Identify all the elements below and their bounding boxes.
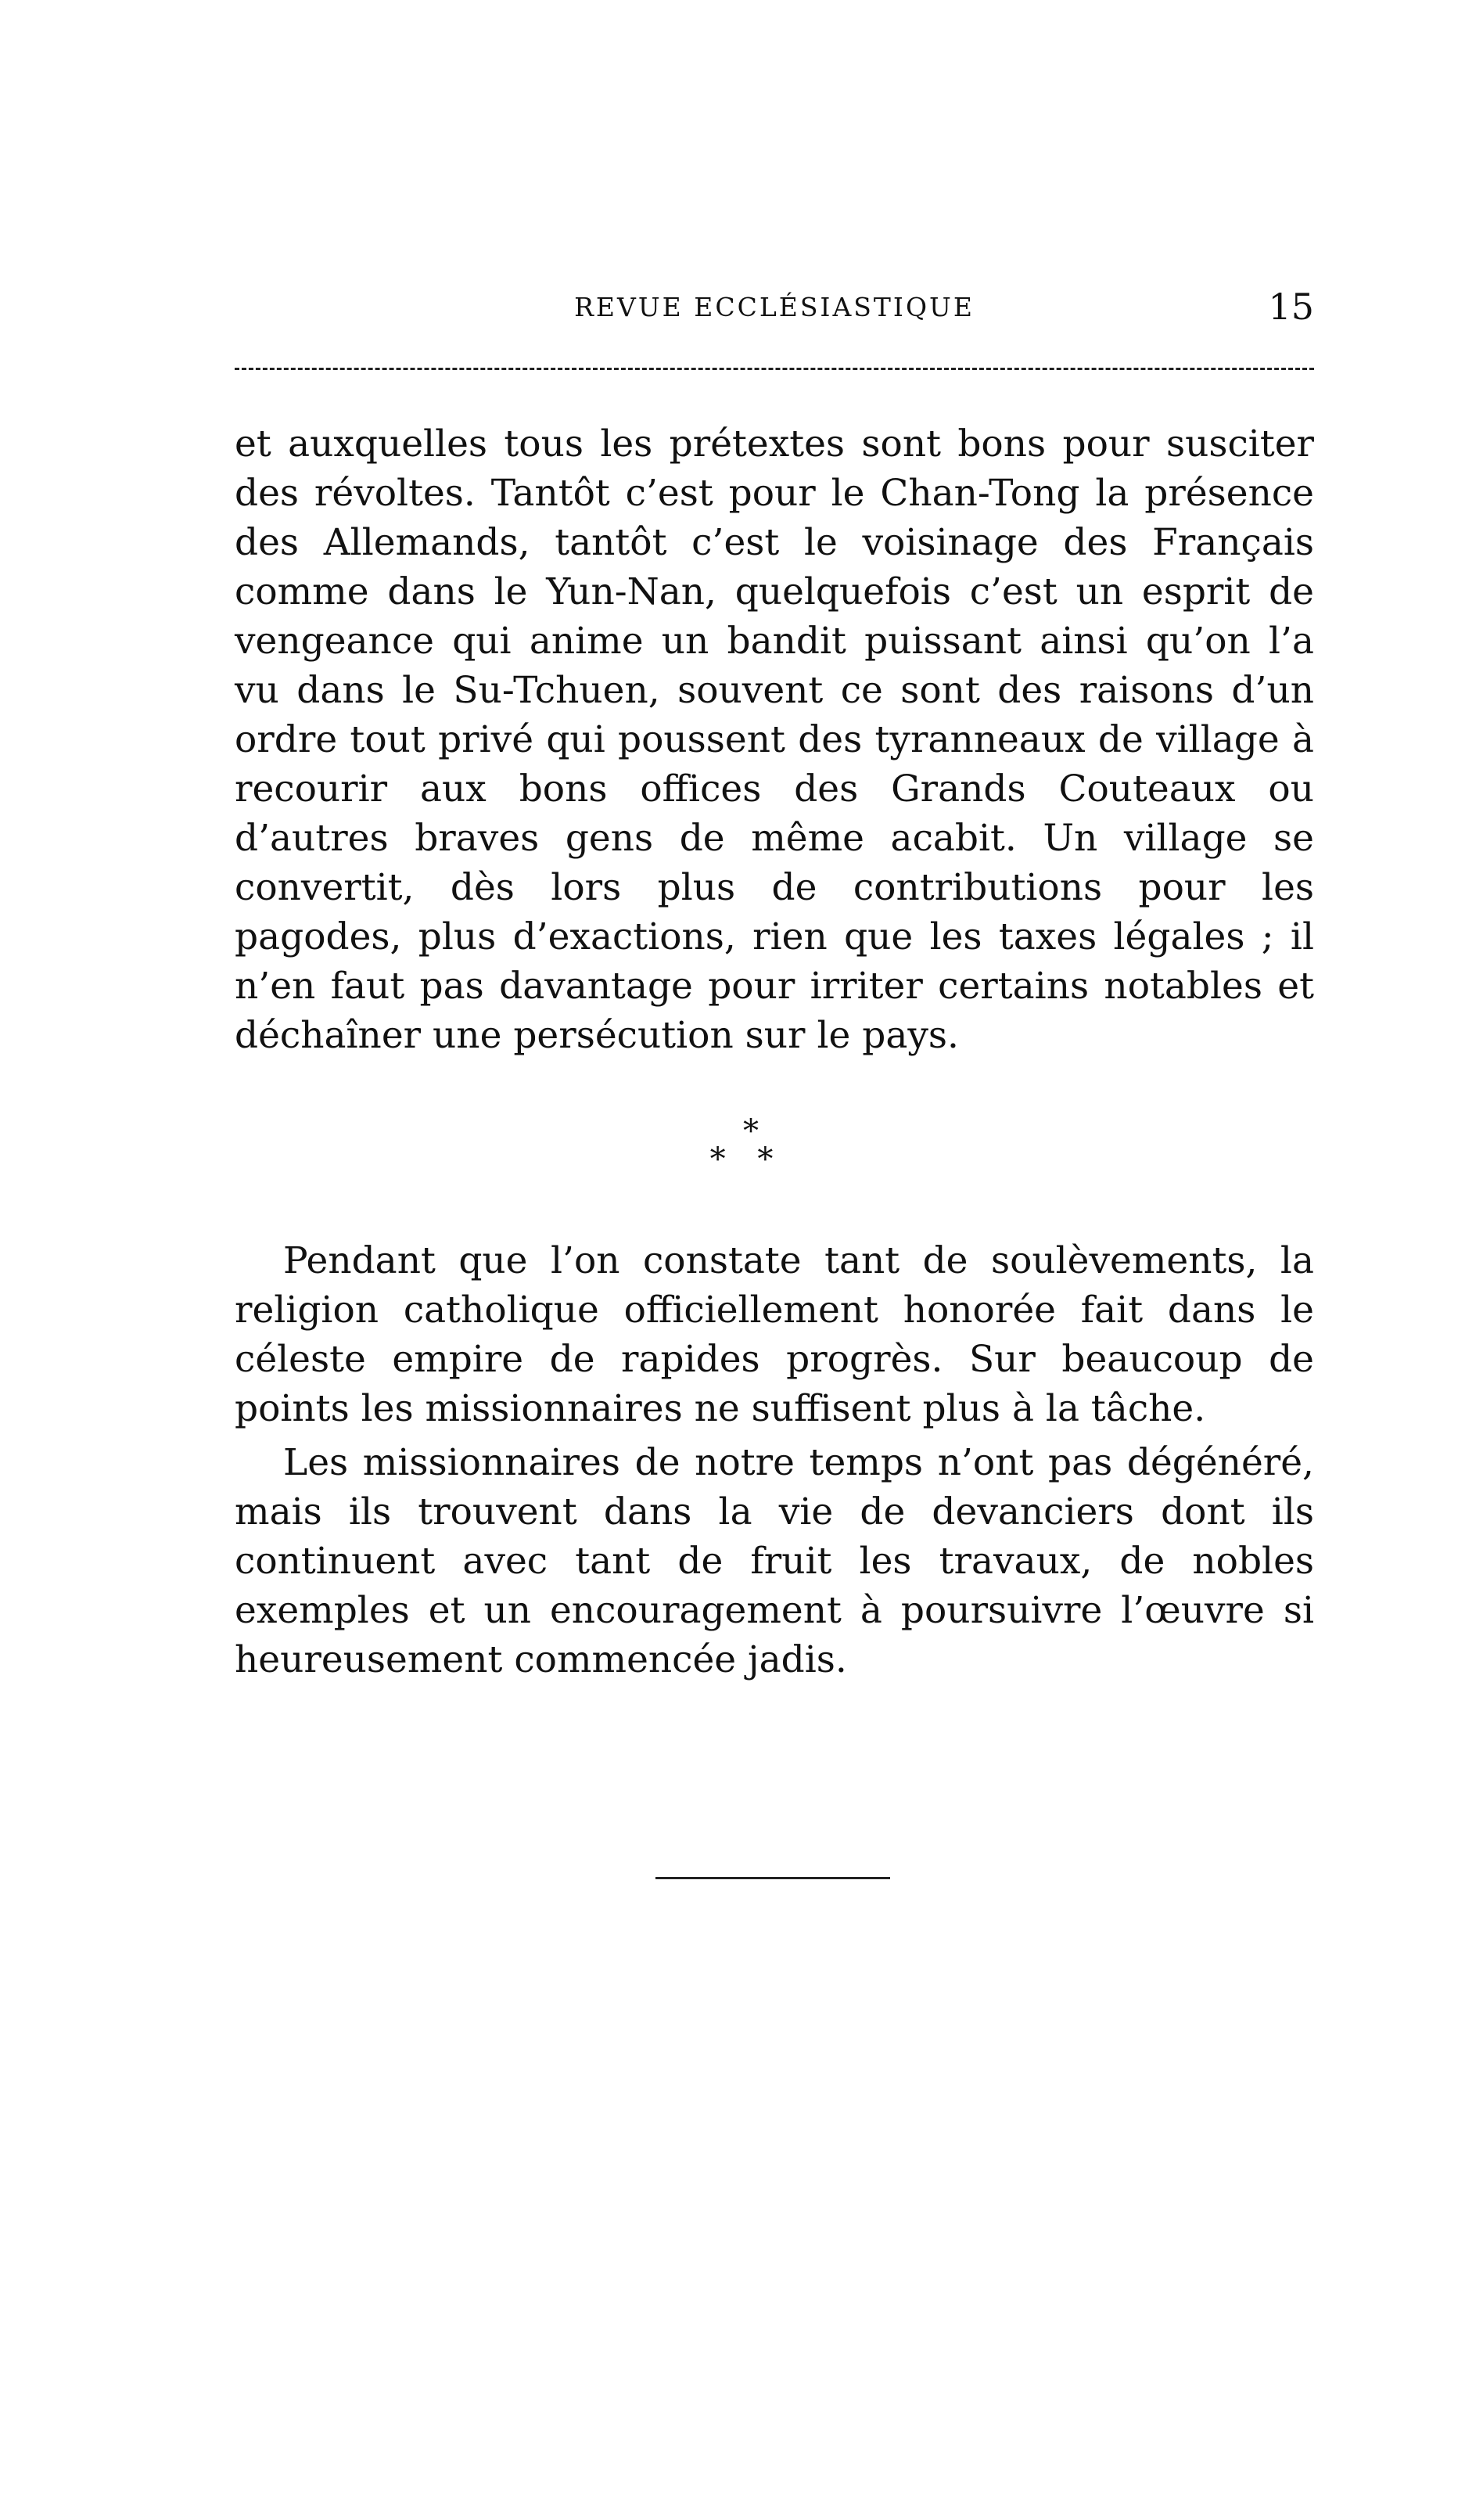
paragraph-text: Les missionnaires de notre temps n’ont pas dégénéré, mais ils trouvent dans la vie de devanciers dont ils continuent avec tant de fruit les travaux, de nobles exemples et un encouragement à poursuivre l’œuvre si heureusement commencée jadis.: [235, 1441, 1314, 1681]
asterism-bottom: * *: [709, 1141, 785, 1177]
paragraph-progress: [235, 1236, 1314, 1433]
paragraph-text: Pendant que l’on constate tant de soulèvements, la religion catholique officiellement honorée fait dans le céleste empire de rapides progrès. Sur beaucoup de points les missionnaires ne suffisent plus à la tâche.: [235, 1239, 1314, 1430]
page-number: 15: [1268, 286, 1314, 328]
paragraph-missionaries: [235, 1438, 1314, 1684]
asterism-top: *: [743, 1113, 759, 1149]
paragraph-continuation: [235, 419, 1314, 1060]
header-rule: [235, 368, 1314, 370]
running-title: REVUE ECCLÉSIASTIQUE: [574, 292, 975, 322]
asterism-separator: [0, 1113, 1483, 1177]
end-rule: [655, 1877, 890, 1879]
paragraph-text: et auxquelles tous les prétextes sont bons pour susciter des révoltes. Tantôt c’est pour le Chan-Tong la présence des Allemands, tantôt c’est le voisinage des Français comme dans le Yun-Nan, quelquefois c’est un esprit de vengeance qui anime un bandit puissant ainsi qu’on l’a vu dans le Su-Tchuen, souvent ce sont des raisons d’un ordre tout privé qui poussent des tyranneaux de village à recourir aux bons offices des Grands Couteaux ou d’autres braves gens de même acabit. Un village se convertit, dès lors plus de contributions pour les pagodes, plus d’exactions, rien que les taxes légales ; il n’en faut pas davantage pour irriter certains notables et déchaîner une persécution sur le pays.: [235, 422, 1314, 1057]
running-head: [235, 288, 1314, 327]
